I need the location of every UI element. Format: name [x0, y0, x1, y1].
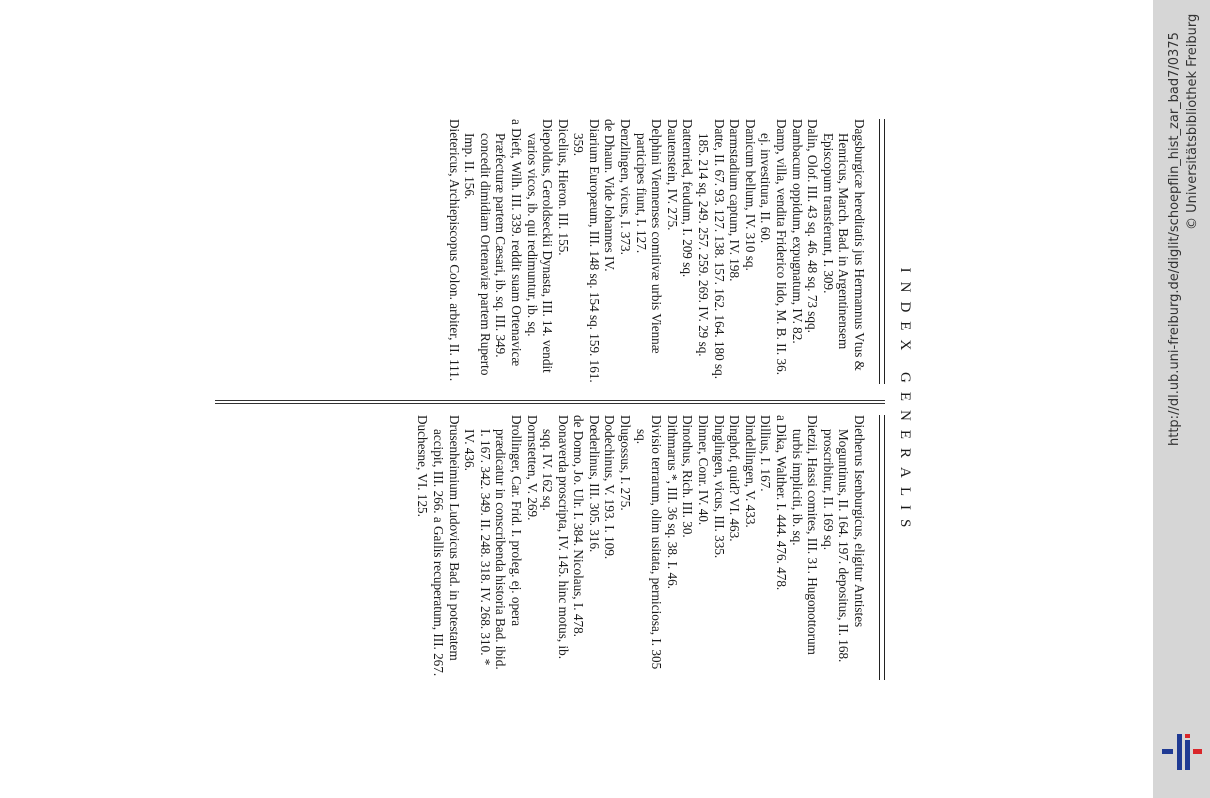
index-entry: Dœderlinus, III. 305. 316.: [586, 415, 602, 553]
scanned-page: [190, 117, 913, 687]
index-entry: Dinglingen, vicus, III. 335.: [711, 415, 727, 559]
index-entry: Divisio terrarum, olim usitata, perniciosa, I. 305 sq.: [633, 415, 665, 670]
copyright-notice: © Universitätsbibliothek Freiburg: [1185, 13, 1200, 230]
index-entry: Diarium Europæum, III. 148 sq. 154 sq. 159. 161. 359.: [571, 119, 602, 383]
index-entry: Damp, villa, vendita Friderico Iido, M. B. II. 36. ej. investitura, II. 60.: [758, 119, 790, 376]
index-column-right: [207, 415, 867, 680]
index-entry: Drollinger, Car. Frid. I. proleg. ej. opera prædicatur in conscribenda historia Bad. ibid. I. 167. 342. 349. II. 248. 318. IV. 268. 310. * IV. 436.: [462, 415, 524, 670]
index-entry: de Dhaun. Vide Johannes IV.: [602, 119, 618, 272]
index-entry: Drusenheimium Ludovicus Bad. in potestatem accipit, III. 266. a Gallis recuperatum, III. 267.: [430, 415, 462, 677]
index-entry: Dornstetten, V. 269.: [524, 415, 540, 521]
header-rule-left: [879, 119, 885, 384]
index-entry: Dodechinus, V. 193. I. 109.: [602, 415, 618, 560]
source-url[interactable]: http://dl.ub.uni-freiburg.de/diglit/schoepflin_hist_zar_bad7/0375: [1167, 32, 1182, 446]
index-entry: Dautenstein, IV. 275.: [664, 119, 680, 231]
index-entry: Diepoldus, Geroldseckii Dynasta, III. 14. vendit varios vicos, ib. qui redimuntur, ib. sq.: [524, 119, 556, 373]
index-entry: Danicum bellum, IV. 310 sq.: [742, 119, 758, 271]
library-logo-icon: [1162, 732, 1202, 772]
index-column-left: [207, 119, 867, 384]
index-entry: Dietzii, Hassi comites, III. 31. Hugonottorum turbis impliciti, ib. sq.: [789, 415, 821, 655]
index-entry: Dambacum oppidum, expugnatum, IV. 82.: [789, 119, 805, 344]
index-entry: Dinghof, quid? VI. 463.: [727, 415, 743, 542]
index-entry: Dietherus Isenburgicus, eligitur Antistes Moguntinus, II. 164. 197. depositus, II. 168. proscribitur, II. 169 sq.: [820, 415, 867, 663]
index-entry: Dagsburgicæ hereditatis jus Hermannus Vtus & Henricus, March. Bad. in Argentinensem Episcopum transferunt, I. 309.: [820, 119, 867, 371]
index-entry: Dalin, Olof. III. 43 sq. 46. 48 sq. 73 sqq.: [805, 119, 821, 333]
index-entry: Dillius, I. 167.: [758, 415, 774, 492]
viewer-sidebar: [1153, 0, 1210, 798]
index-entry: Dithmarus *, III. 36 sq. 38. I. 46.: [664, 415, 680, 589]
index-entry: Dindellingen, V. 433.: [742, 415, 758, 528]
index-entry: Delphini Viennenses comitivæ urbis Viennæ participes fiunt, I. 127.: [633, 119, 665, 354]
index-entry: Dattenried, feudum, I. 209 sq.: [680, 119, 696, 278]
index-entry: Dinner, Conr. IV. 40.: [696, 415, 712, 526]
index-entry: Darmstadium captum, IV. 198.: [727, 119, 743, 282]
index-entry: de Domo, Jo. Ulr. I. 384. Nicolaus, I. 478.: [571, 415, 587, 637]
index-entry: Donaverda proscripta, IV. 145. hinc motus, ib. sqq. IV. 162 sq.: [540, 415, 571, 660]
index-entry: a Dika, Walther. I. 444. 476. 478.: [774, 415, 790, 591]
index-entry: Dietericus, Archiepiscopus Colon. arbiter, II. 111.: [446, 119, 462, 382]
index-entry: Dinothus, Rich. III. 30.: [680, 415, 696, 538]
index-entry: Dicelius, Hieron. III. 155.: [555, 119, 571, 256]
column-divider: [215, 400, 885, 404]
index-entry: Denzlingen, vicus, I. 373.: [618, 119, 634, 255]
header-rule-right: [879, 415, 885, 680]
index-entry: Duchesne, VI. 125.: [415, 415, 431, 517]
index-entry: Datte, II. 67. 93. 127. 138. 157. 162. 164. 180 sq. 185. 214 sq. 249. 257. 259. 269. IV. 29 sq.: [696, 119, 727, 380]
index-entry: a Dieft, Wilh. III. 339. reddit suam Ortenavicæ Præfecturæ partem Cæsari, ib. sq. III. 349. concedit dimidiam Ortenaviæ partem Ruperto Imp. II. 156.: [462, 119, 524, 376]
page-header: INDEX GENERALIS: [897, 267, 913, 537]
index-entry: Dlugossus, I. 275.: [618, 415, 634, 511]
